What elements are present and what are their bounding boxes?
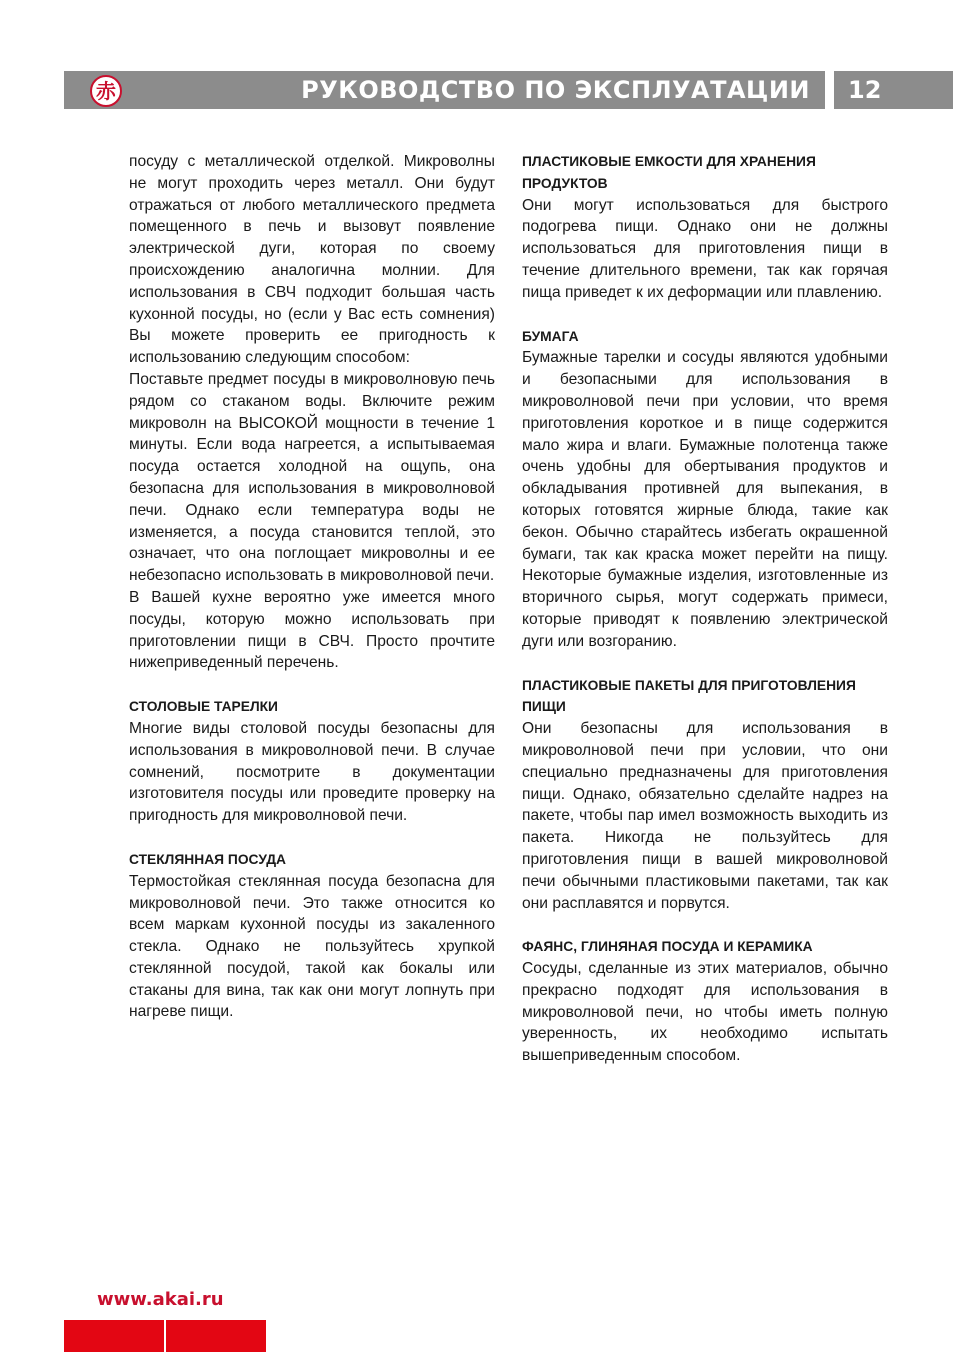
- section-heading-plastic-bags: ПЛАСТИКОВЫЕ ПАКЕТЫ ДЛЯ ПРИГОТОВЛЕНИЯ ПИЩИ: [522, 677, 856, 715]
- section-text-tableware: Многие виды столовой посуды безопасны для использования в микроволновой печи. В случае сомнений, посмотрите в документации изготовителя посуды или проведите проверку на пригодность для микроволновой печи.: [129, 719, 495, 825]
- right-column: [522, 151, 888, 1067]
- intro-paragraph: В Вашей кухне вероятно уже имеется много посуды, которую можно использовать при приготовлении пищи в СВЧ. Просто прочтите нижеприведенный перечень.: [129, 588, 495, 672]
- intro-paragraph: посуду с металлической отделкой. Микроволны не могут проходить через металл. Они будут отражаться от любого металлического предмета помещенного в печь и вызовут появление электрической дуги, которая по своему происхождению аналогична молнии. Для использования в СВЧ подходит большая часть кухонной посуды, но (если у Вас есть сомнения) Вы можете проверить ее пригодность к использованию следующим способом:: [129, 153, 495, 367]
- section-heading-tableware: СТОЛОВЫЕ ТАРЕЛКИ: [129, 699, 278, 715]
- intro-paragraph: Поставьте предмет посуды в микроволновую печь рядом со стаканом воды. Включите режим микроволн на ВЫСОКОЙ мощности в течение 1 минуты. Если вода нагреется, а испытываемая посуда остается холодной на ощупь, она безопасна для использования в микроволновой печи. Однако если температура воды не изменяется, а посуда становится теплой, это означает, что она поглощает микроволны и ее небезопасно использовать в микроволновой печи.: [129, 370, 495, 585]
- section-text-ceramics: Сосуды, сделанные из этих материалов, обычно прекрасно подходят для использования в микроволновой печи, но чтобы иметь полную уверенность, их необходимо испытать вышеприведенным способом.: [522, 960, 888, 1065]
- section-text-plastic-containers: Они могут использоваться для быстрого подогрева пищи. Однако они не должны использоваться для приготовления пищи в течение длительного времени, так как горячая пища приведет к их деформации или плавлению.: [522, 196, 888, 301]
- left-column: [129, 151, 495, 1023]
- section-text-paper: Бумажные тарелки и сосуды являются удобными и безопасными для использования в микроволновой печи при условии, что время приготовления короткое и в пище содержится мало жира и влаги. Бумажные полотенца также очень удобны для обертывания продуктов и обкладывания противней для выпекания, в которых готовятся жирные блюда, такие как бекон. Обычно старайтесь избегать окрашенной бумаги, так как краска может перейти на пищу. Некоторые бумажные изделия, изготовленные из вторичного сырья, могут содержать примеси, которые приводят к появлению электрической дуги или возгоранию.: [522, 349, 888, 650]
- footer-bar-right: [166, 1320, 266, 1352]
- section-heading-glassware: СТЕКЛЯННАЯ ПОСУДА: [129, 851, 287, 867]
- section-heading-paper: БУМАГА: [522, 328, 579, 344]
- section-heading-plastic-containers: ПЛАСТИКОВЫЕ ЕМКОСТИ ДЛЯ ХРАНЕНИЯ ПРОДУКТОВ: [522, 154, 816, 191]
- footer-bar-left: [64, 1320, 164, 1352]
- section-text-glassware: Термостойкая стеклянная посуда безопасна для микроволновой печи. Это также относится ко всем маркам кухонной посуды из закаленного стекла. Однако не пользуйтесь хрупкой стеклянной посудой, такой как бокалы или стаканы для вина, так как они могут лопнуть при нагреве пищи.: [129, 872, 495, 1021]
- akai-logo-icon: 赤: [90, 75, 122, 107]
- page-title: РУКОВОДСТВО ПО ЭКСПЛУАТАЦИИ: [301, 76, 810, 104]
- section-heading-ceramics: ФАЯНС, ГЛИНЯНАЯ ПОСУДА И КЕРАМИКА: [522, 939, 813, 955]
- section-text-plastic-bags: Они безопасны для использования в микроволновой печи при условии, что они специально предназначены для приготовления пищи. Однако, обязательно сделайте надрез на пакете, чтобы пар имел возможность выходить из пакета. Никогда не пользуйтесь для приготовления пищи в вашей микроволновой печи обычными пластиковыми пакетами, так как они расплавятся и порвутся.: [522, 720, 888, 912]
- website-link[interactable]: www.akai.ru: [97, 1289, 224, 1310]
- page-number: 12: [848, 76, 882, 104]
